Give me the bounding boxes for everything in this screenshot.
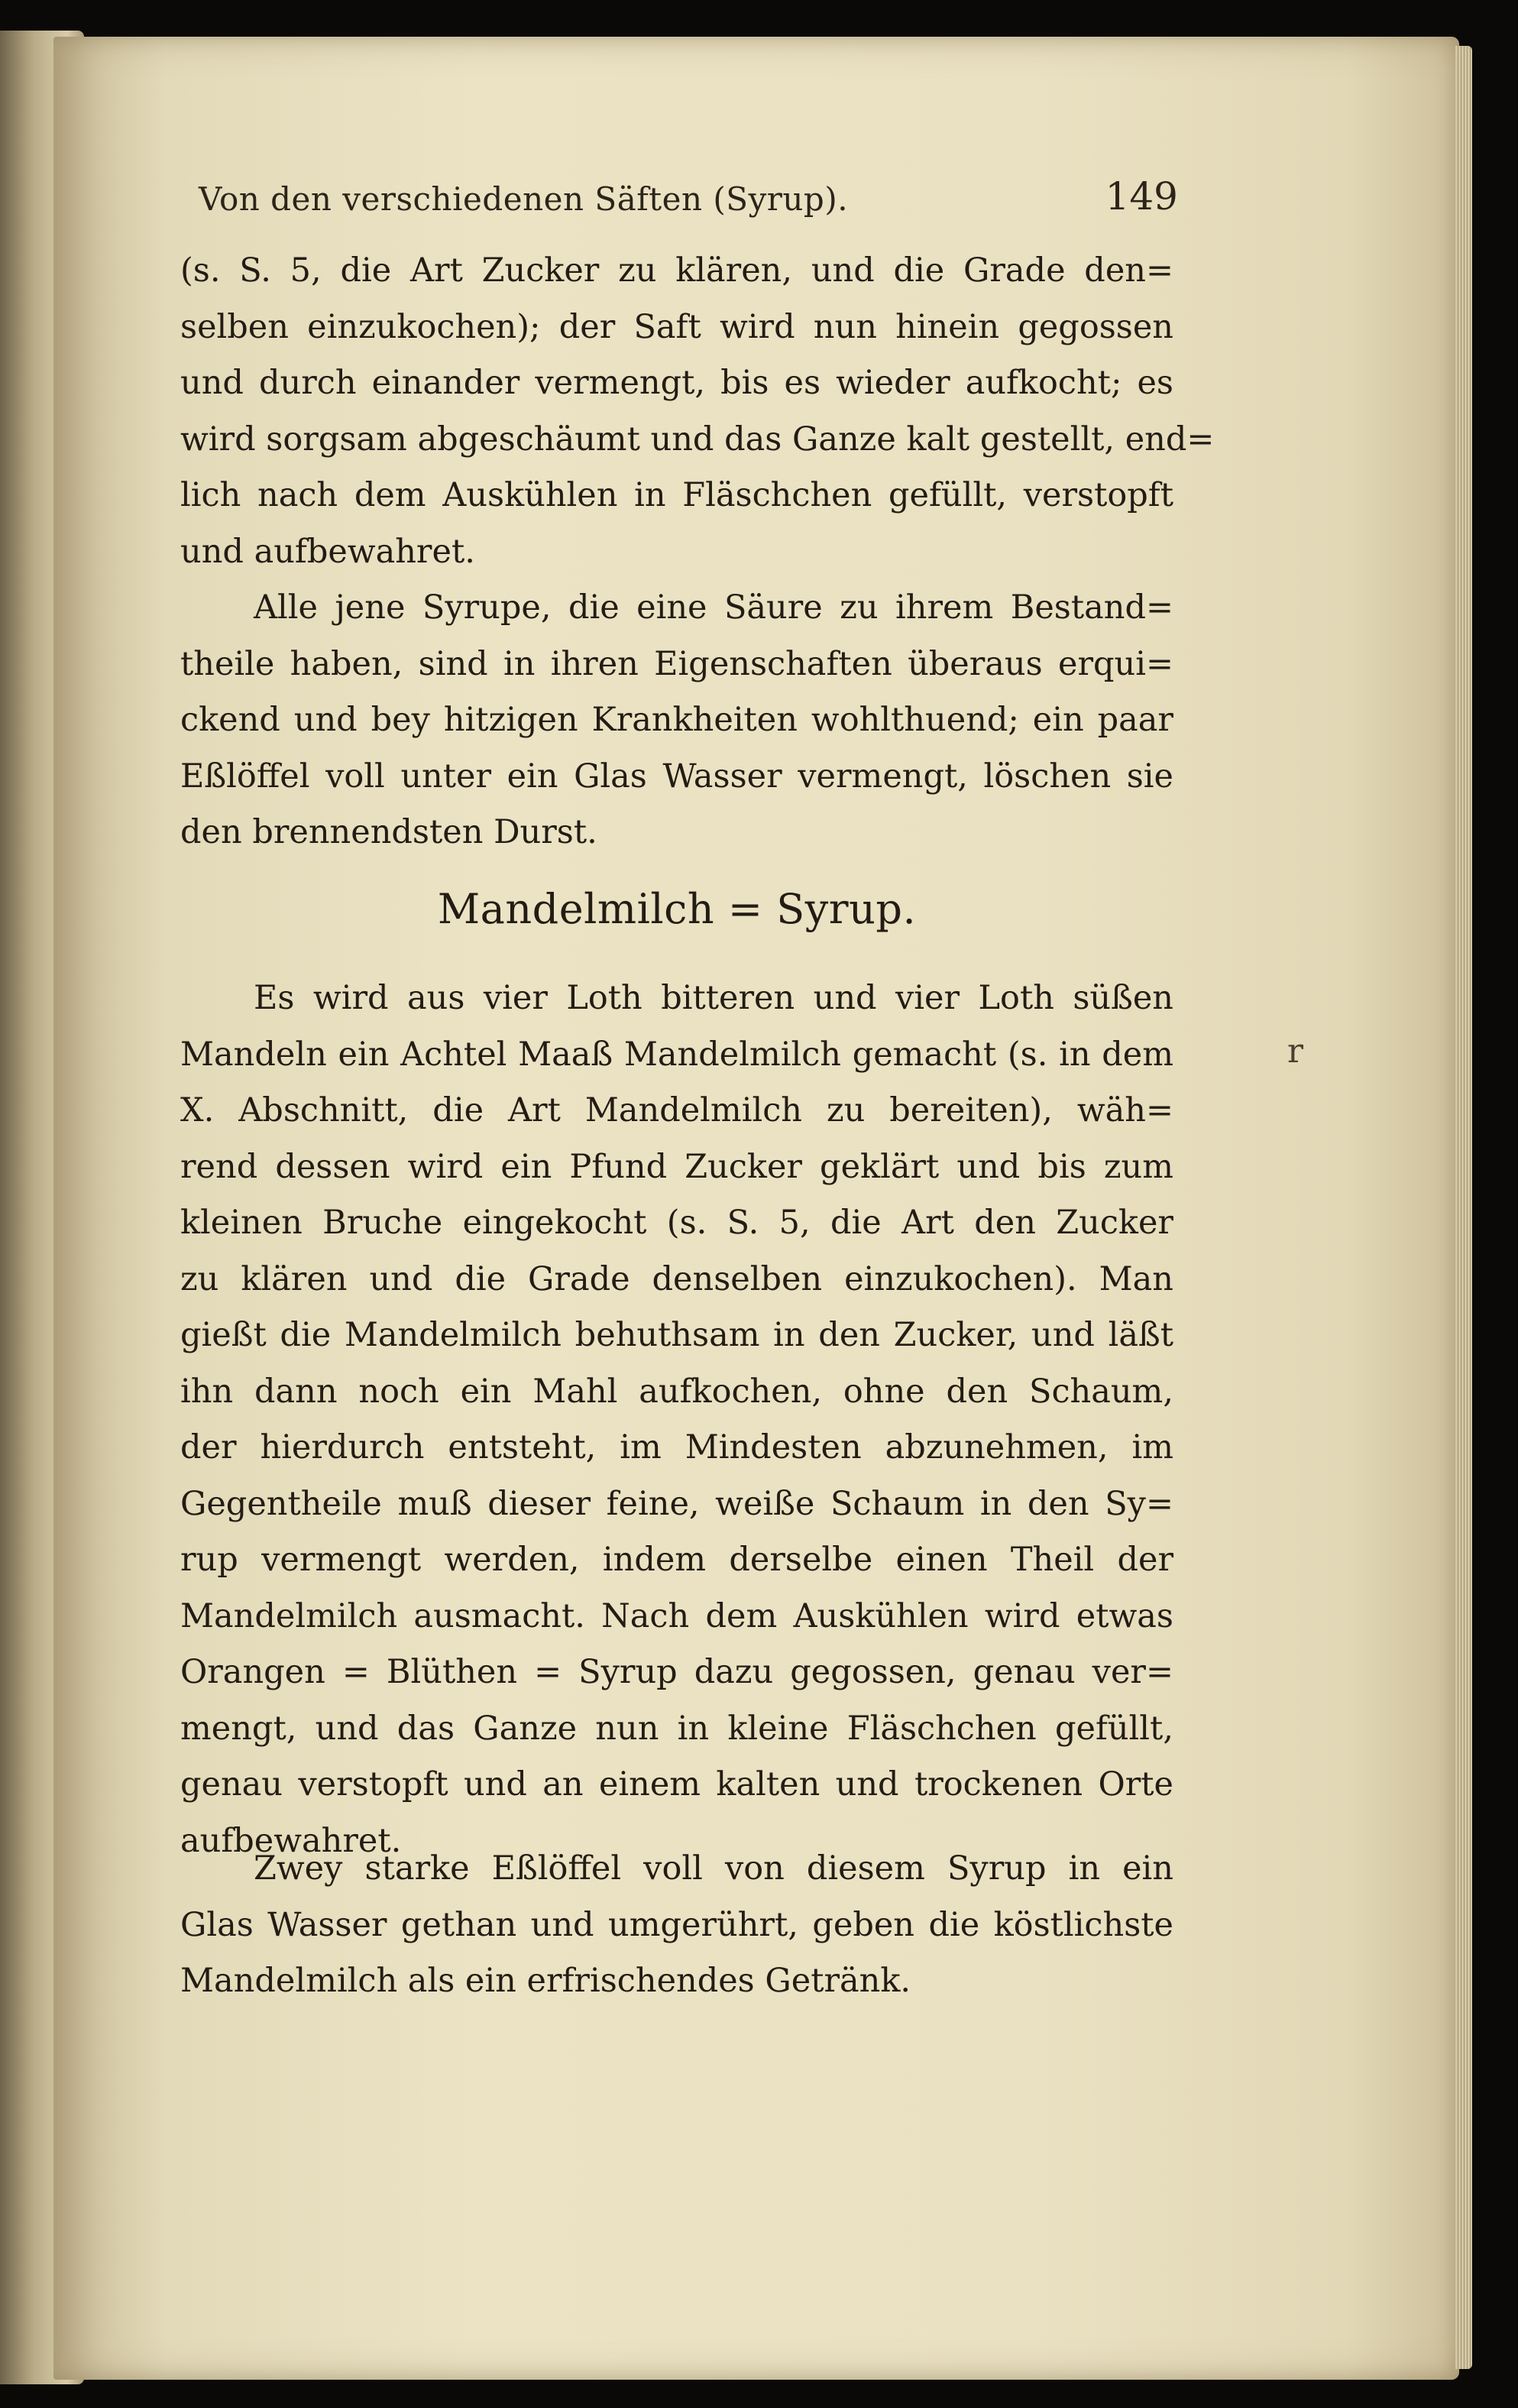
text-line: und durch einander vermengt, bis es wieder aufkocht; es [180,364,1173,402]
text-line: aufbewahret. [180,1821,402,1860]
text-line: ihn dann noch ein Mahl aufkochen, ohne den Schaum, [180,1372,1173,1411]
text-line: gießt die Mandelmilch behuthsam in den Zucker, und läßt [180,1316,1173,1354]
text-line: mengt, und das Ganze nun in kleine Fläschchen gefüllt, [180,1709,1173,1748]
text-line: Alle jene Syrupe, die eine Säure zu ihrem Bestand= [254,588,1173,627]
margin-annotation: r [1287,1032,1304,1071]
text-line: ckend und bey hitzigen Krankheiten wohlthuend; ein paar [180,701,1173,739]
running-header: Von den verschiedenen Säften (Syrup). [199,180,849,218]
text-line: (s. S. 5, die Art Zucker zu klären, und die Grade den= [180,251,1173,290]
text-line: rend dessen wird ein Pfund Zucker geklärt und bis zum [180,1147,1173,1186]
text-line: Zwey starke Eßlöffel voll von diesem Syrup in ein [254,1849,1173,1888]
page-stack-edge [1455,46,1472,2369]
text-line: Eßlöffel voll unter ein Glas Wasser vermengt, löschen sie [180,757,1173,796]
text-line: den brennendsten Durst. [180,813,597,851]
text-line: Mandeln ein Achtel Maaß Mandelmilch gemacht (s. in dem [180,1035,1173,1074]
text-line: Mandelmilch als ein erfrischendes Getränk. [180,1962,911,2000]
text-line: und aufbewahret. [180,532,475,571]
paragraph-recipe [180,971,1173,1869]
paragraph-serving [180,1841,1173,2010]
page-number: 149 [1105,174,1178,219]
text-line: der hierdurch entsteht, im Mindesten abzunehmen, im [180,1428,1173,1467]
text-line: selben einzukochen); der Saft wird nun hinein gegossen [180,307,1173,346]
text-line: Mandelmilch ausmacht. Nach dem Auskühlen wird etwas [180,1596,1173,1635]
text-line: genau verstopft und an einem kalten und trockenen Orte [180,1765,1173,1804]
text-line: kleinen Bruche eingekocht (s. S. 5, die Art den Zucker [180,1204,1173,1242]
paragraph-continuation [180,243,1215,580]
section-heading: Mandelmilch = Syrup. [437,885,917,933]
text-line: Orangen = Blüthen = Syrup dazu gegossen, genau ver= [180,1653,1173,1691]
text-line: Glas Wasser gethan und umgerührt, geben die köstlichste [180,1905,1173,1944]
text-line: zu klären und die Grade denselben einzukochen). Man [180,1259,1173,1298]
text-line: theile haben, sind in ihren Eigenschaften überaus erqui= [180,644,1173,683]
text-line: rup vermengt werden, indem derselbe einen Theil der [180,1541,1173,1579]
text-line: X. Abschnitt, die Art Mandelmilch zu bereiten), wäh= [180,1091,1173,1129]
text-line: Gegentheile muß dieser feine, weiße Schaum in den Sy= [180,1484,1173,1523]
text-line: wird sorgsam abgeschäumt und das Ganze kalt gestellt, end= [180,420,1215,459]
paragraph-syrups-acidity [180,580,1173,861]
text-line: lich nach dem Auskühlen in Fläschchen gefüllt, verstopft [180,476,1173,514]
text-line: Es wird aus vier Loth bitteren und vier Loth süßen [254,979,1173,1017]
